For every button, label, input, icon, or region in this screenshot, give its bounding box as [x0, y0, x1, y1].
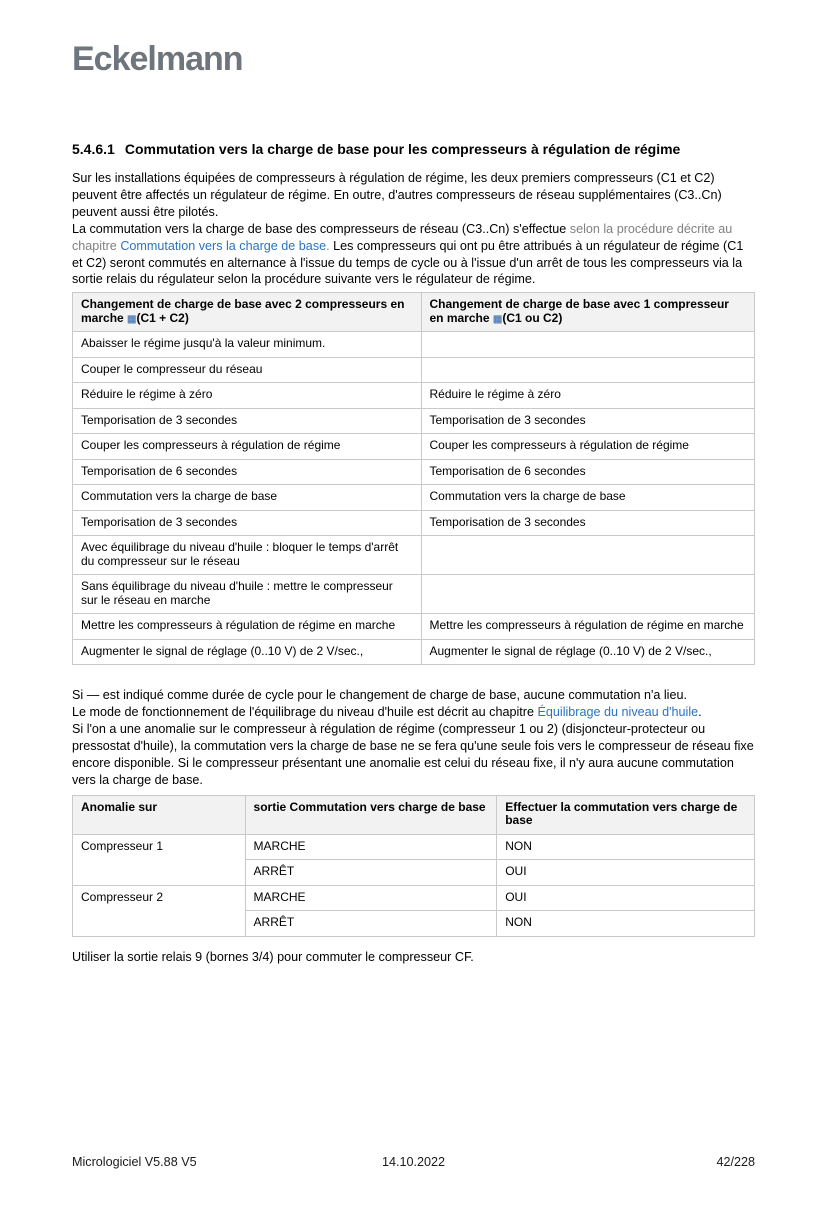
- table-cell: Augmenter le signal de réglage (0..10 V) de 2 V/sec.,: [421, 639, 755, 665]
- paragraph: [72, 221, 755, 289]
- text-segment: Si l'on a une anomalie sur le compresseur à régulation de régime (compresseur 1 ou 2) (disjoncteur-protecteur ou pressostat d'huile), la commutation vers la charge de base ne se fera qu'une seule fois vers le compresseur de réseau fixe encore disponible. Si le compresseur présentant une anomalie est celui du réseau fixe, il n'y aura aucune commutation vers la charge de base.: [72, 722, 754, 787]
- table-cell: Temporisation de 3 secondes: [73, 408, 422, 434]
- table-row: [73, 885, 755, 911]
- text-segment: Si — est indiqué comme durée de cycle pour le changement de charge de base, aucune commutation n'a lieu.: [72, 688, 687, 703]
- footer-date: 14.10.2022: [381, 1155, 446, 1169]
- table-row: [73, 575, 755, 614]
- table-row: [73, 485, 755, 511]
- paragraph: [72, 704, 755, 721]
- table-cell: Réduire le régime à zéro: [73, 383, 422, 409]
- text-segment: (C1 ou C2): [502, 310, 563, 325]
- data-table: [72, 795, 755, 937]
- table-cell: ARRÊT: [245, 860, 497, 886]
- table-cell: Mettre les compresseurs à régulation de régime en marche: [73, 614, 422, 640]
- link-equilibrage-du-niveau-d-huile[interactable]: Équilibrage du niveau d'huile: [537, 705, 699, 720]
- text-segment: selon la procédure décrite au chapitre: [72, 221, 733, 253]
- page-footer: [72, 1155, 755, 1169]
- table-row: [73, 332, 755, 358]
- text-segment: Les compresseurs qui ont pu être attribués à un régulateur de régime (C1 et C2) seront commutés en alternance à l'issue du temps de cycle ou à l'issue d'un arrêt de tous les compresseurs via la sortie relais du régulateur selon la procédure suivante vers le régulateur de régime.: [72, 238, 744, 287]
- table-cell: NON: [497, 834, 755, 860]
- table-row: [73, 408, 755, 434]
- compressor-icon: ▦: [492, 313, 503, 325]
- table-cell: Temporisation de 6 secondes: [421, 459, 755, 485]
- paragraph: [72, 721, 755, 789]
- section-number: 5.4.6.1: [72, 141, 115, 157]
- table-cell: [421, 332, 755, 358]
- base-load-procedure-table: [72, 292, 755, 665]
- table-cell: Temporisation de 3 secondes: [421, 408, 755, 434]
- text-segment: La commutation vers la charge de base des compresseurs de réseau (C3..Cn) s'effectue: [72, 221, 570, 236]
- text-segment: Sur les installations équipées de compresseurs à régulation de régime, les deux premiers compresseurs (C1 et C2) peuvent être affectés un régulateur de régime. En outre, d'autres compresseurs de réseau supplémentaires (C3..Cn) peuvent aussi être pilotés.: [72, 171, 722, 219]
- text-segment: .: [698, 705, 702, 720]
- paragraph: [72, 949, 755, 966]
- table-cell: Temporisation de 3 secondes: [421, 510, 755, 536]
- paragraph: [72, 170, 755, 221]
- table-row: [73, 510, 755, 536]
- table-row: [73, 834, 755, 860]
- text-segment: Effectuer la commutation vers charge de base: [505, 799, 738, 828]
- table-cell: Réduire le régime à zéro: [421, 383, 755, 409]
- table-cell: ARRÊT: [245, 911, 497, 937]
- table-cell: OUI: [497, 860, 755, 886]
- table-cell: MARCHE: [245, 885, 497, 911]
- table-cell: Abaisser le régime jusqu'à la valeur minimum.: [73, 332, 422, 358]
- section-heading: [72, 141, 755, 157]
- table-cell: [421, 536, 755, 575]
- table-cell: Compresseur 1: [73, 834, 246, 885]
- table-row: [73, 357, 755, 383]
- mid-paragraphs: [72, 687, 755, 788]
- table-cell: Compresseur 2: [73, 885, 246, 936]
- text-segment: Le mode de fonctionnement de l'équilibrage du niveau d'huile est décrit au chapitre: [72, 705, 538, 720]
- text-segment: Changement de charge de base avec 1 compresseur en marche: [429, 297, 729, 325]
- table-cell: [421, 575, 755, 614]
- compressor-icon: ▦: [127, 313, 137, 325]
- paragraph: [72, 687, 755, 704]
- footer-page-number: 42/228: [716, 1155, 756, 1169]
- table-row: [73, 383, 755, 409]
- text-segment: Changement de charge de base avec 2 compresseurs en marche: [81, 297, 405, 325]
- text-segment: Utiliser la sortie relais 9 (bornes 3/4) pour commuter le compresseur CF.: [72, 949, 474, 964]
- table-cell: Mettre les compresseurs à régulation de régime en marche: [421, 614, 755, 640]
- table-header-cell: [245, 795, 497, 834]
- table-cell: Commutation vers la charge de base: [421, 485, 755, 511]
- table-cell: Couper les compresseurs à régulation de régime: [73, 434, 422, 460]
- eckelmann-logo: Eckelmann: [72, 40, 243, 78]
- table-cell: MARCHE: [245, 834, 497, 860]
- table-header-cell: [73, 795, 246, 834]
- text-segment: Anomalie sur: [81, 799, 158, 814]
- table-row: [73, 434, 755, 460]
- anomaly-switch-table: [72, 795, 755, 937]
- text-segment: sortie Commutation vers charge de base: [253, 799, 486, 814]
- table-cell: Commutation vers la charge de base: [73, 485, 422, 511]
- intro-paragraphs: [72, 170, 755, 288]
- table-cell: Temporisation de 3 secondes: [73, 510, 422, 536]
- section-title: Commutation vers la charge de base pour les compresseurs à régulation de régime: [124, 141, 681, 157]
- data-table: [72, 292, 755, 665]
- final-paragraph: [72, 949, 755, 966]
- table-cell: Augmenter le signal de réglage (0..10 V) de 2 V/sec.,: [73, 639, 422, 665]
- table-row: [73, 459, 755, 485]
- table-row: [73, 536, 755, 575]
- table-header-cell: [421, 293, 755, 332]
- text-segment: (C1 + C2): [136, 310, 189, 325]
- table-row: [73, 639, 755, 665]
- text-segment: .: [326, 238, 334, 253]
- table-cell: Couper les compresseurs à régulation de régime: [421, 434, 755, 460]
- table-cell: Sans équilibrage du niveau d'huile : mettre le compresseur sur le réseau en marche: [73, 575, 422, 614]
- table-cell: Temporisation de 6 secondes: [73, 459, 422, 485]
- link-commutation-vers-la-charge-de-base[interactable]: Commutation vers la charge de base: [120, 238, 327, 253]
- table-header-cell: [73, 293, 422, 332]
- table-cell: NON: [497, 911, 755, 937]
- footer-document-version: Micrologiciel V5.88 V5: [72, 1155, 197, 1169]
- table-cell: Avec équilibrage du niveau d'huile : bloquer le temps d'arrêt du compresseur sur le réseau: [73, 536, 422, 575]
- table-cell: OUI: [497, 885, 755, 911]
- document-page: [0, 40, 827, 1209]
- table-cell: [421, 357, 755, 383]
- table-header-cell: [497, 795, 755, 834]
- table-row: [73, 614, 755, 640]
- table-cell: Couper le compresseur du réseau: [73, 357, 422, 383]
